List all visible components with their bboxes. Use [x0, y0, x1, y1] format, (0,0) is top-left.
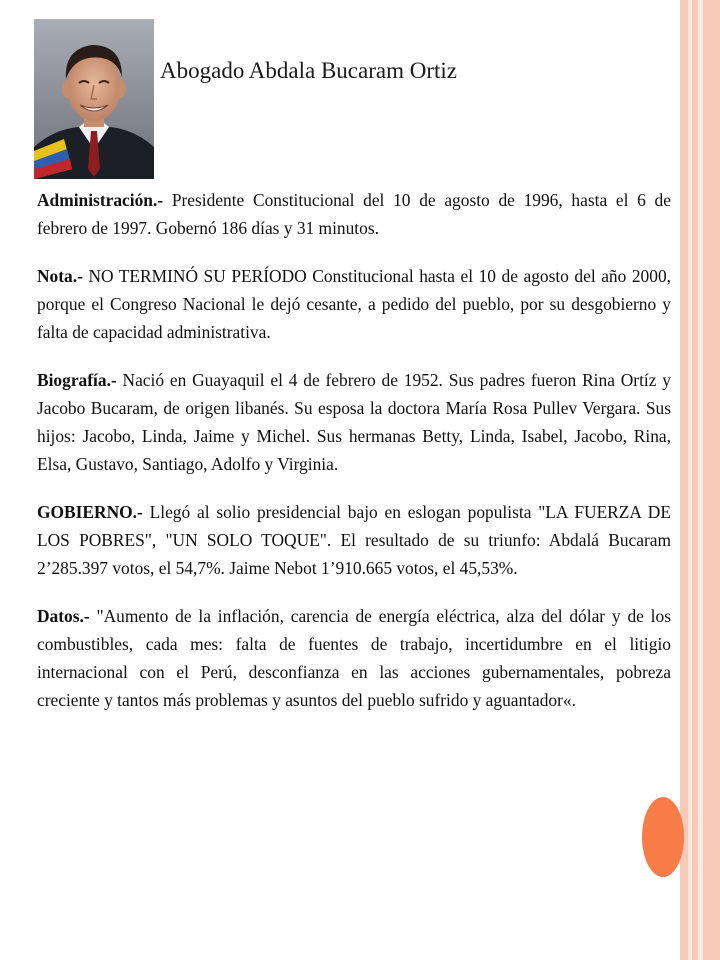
paragraph-text: NO TERMINÓ SU PERÍODO Constitucional hasta el 10 de agosto del año 2000, porque el Congreso Nacional le dejó cesante, a pedido del pueblo, por su desgobierno y falta de capacidad administrativa. — [37, 266, 671, 342]
paragraph-separator: .- — [79, 606, 97, 626]
slide-right-border — [680, 0, 720, 960]
paragraph-label: GOBIERNO — [37, 502, 133, 522]
paragraph-label: Administración — [37, 190, 153, 210]
paragraph-gobierno — [37, 498, 671, 582]
decorative-oval — [642, 797, 684, 877]
paragraph-label: Biografía — [37, 370, 107, 390]
paragraph-text: Llegó al solio presidencial bajo en eslogan populista "LA FUERZA DE LOS POBRES", "UN SOLO TOQUE". El resultado de su triunfo: Abdalá Bucaram 2’285.397 votos, el 54,7%. Jaime Nebot 1’910.665 votos, el 45,53%. — [37, 502, 671, 578]
paragraph-text: Presidente Constitucional del 10 de agosto de 1996, hasta el 6 de febrero de 1997. Gobernó 186 días y 31 minutos. — [37, 190, 671, 238]
paragraph-separator: .- — [152, 190, 172, 210]
paragraph-administracion — [37, 186, 671, 242]
paragraph-text: Nació en Guayaquil el 4 de febrero de 1952. Sus padres fueron Rina Ortíz y Jacobo Bucaram, de origen libanés. Su esposa la doctora María Rosa Pullev Vergara. Sus hijos: Jacobo, Linda, Jaime y Michel. Sus hermanas Betty, Linda, Isabel, Jacobo, Rina, Elsa, Gustavo, Santiago, Adolfo y Virginia. — [37, 370, 671, 474]
portrait-photo — [34, 19, 154, 179]
page-title: Abogado Abdala Bucaram Ortiz — [160, 58, 457, 83]
paragraph-text: "Aumento de la inflación, carencia de energía eléctrica, alza del dólar y de los combustibles, cada mes: falta de fuentes de trabajo, incertidumbre en el litigio internacional con el Perú, desconfianza en las acciones gubernamentales, pobreza creciente y tantos más problemas y asuntos del pueblo sufrido y aguantador«. — [37, 606, 671, 710]
paragraph-separator: .- — [72, 266, 89, 286]
paragraph-nota — [37, 262, 671, 346]
paragraph-label: Nota — [37, 266, 73, 286]
biography-body — [37, 186, 671, 734]
paragraph-biografia — [37, 366, 671, 478]
paragraph-separator: .- — [106, 370, 123, 390]
paragraph-datos — [37, 602, 671, 714]
portrait-image-icon — [34, 19, 154, 179]
paragraph-label: Datos — [37, 606, 80, 626]
paragraph-separator: .- — [132, 502, 150, 522]
